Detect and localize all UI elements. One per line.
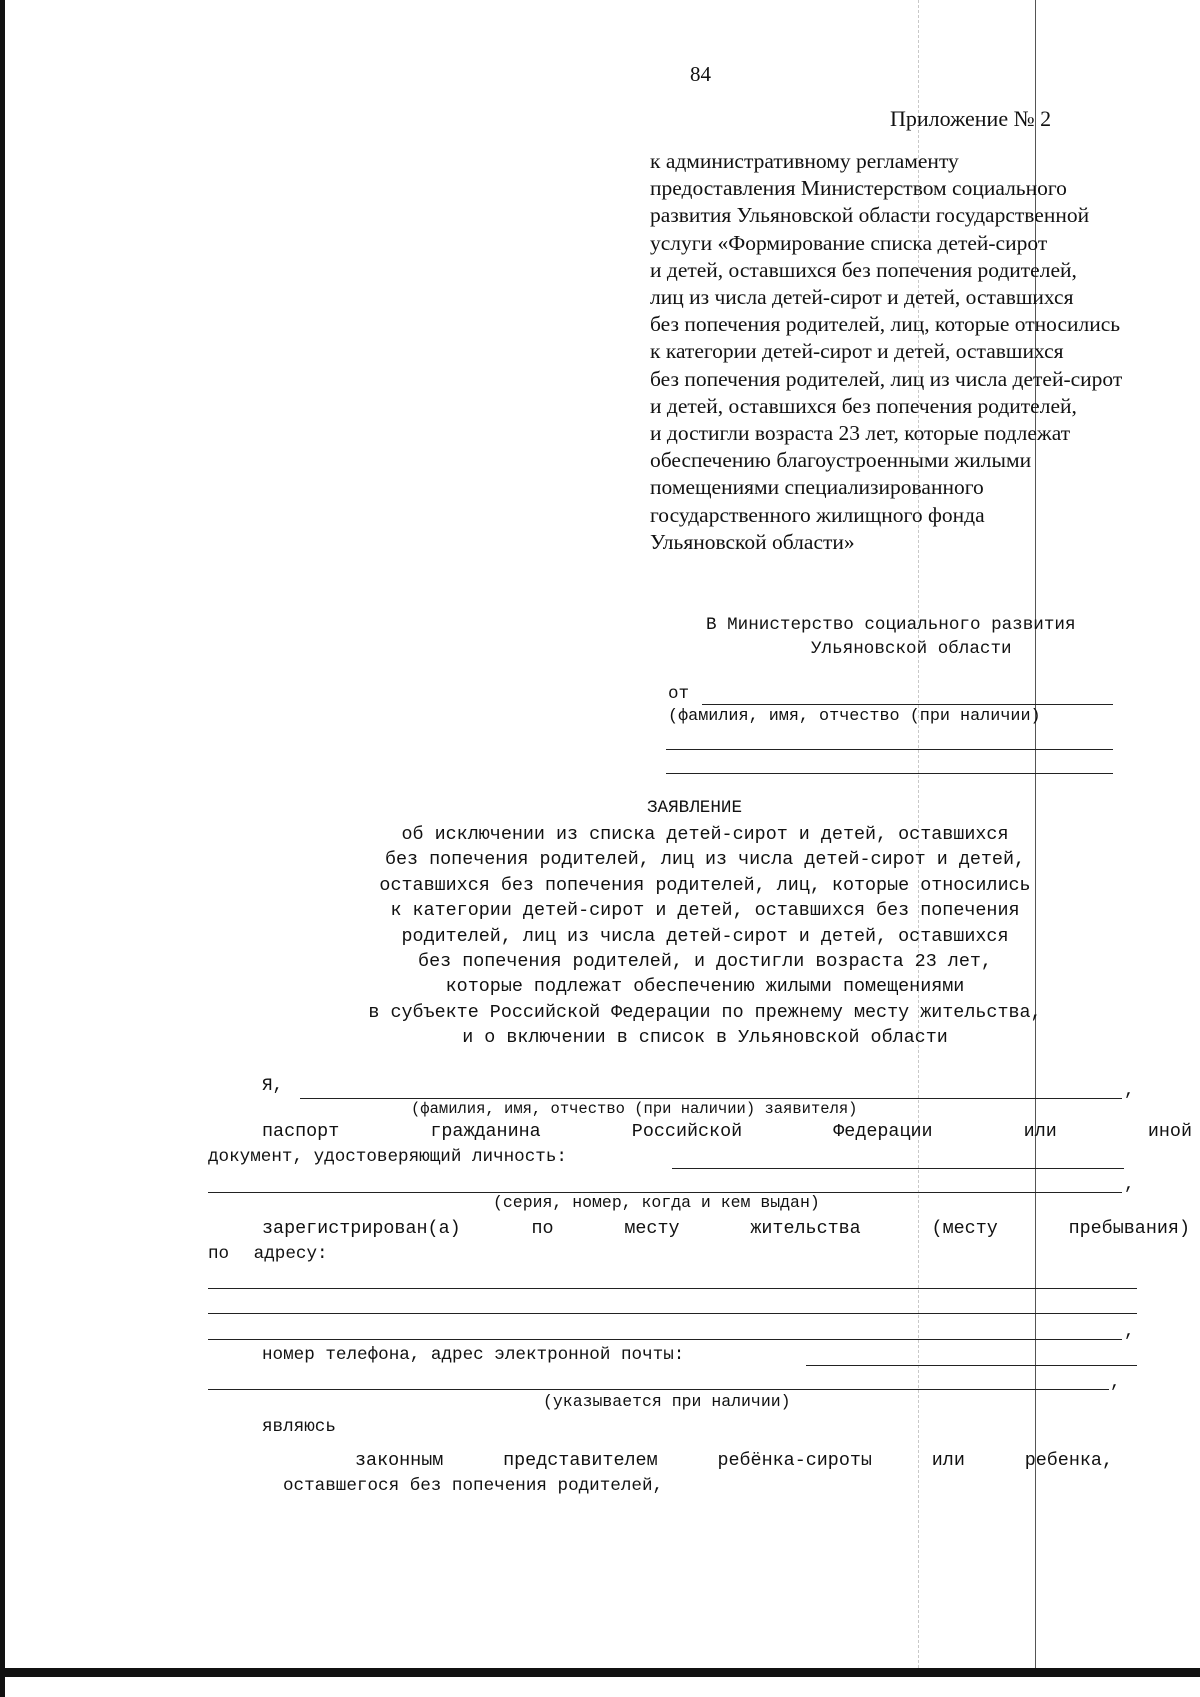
regulation-reference <box>650 148 1195 556</box>
regulation-line: и детей, оставшихся без попечения родителей, <box>650 393 1077 418</box>
sender-details-field[interactable] <box>666 749 1113 750</box>
passport-word: или <box>1023 1121 1057 1142</box>
passport-word: паспорт <box>262 1121 340 1142</box>
regulation-line: предоставления Министерством социального <box>650 176 1067 201</box>
from-label: от <box>668 684 690 704</box>
statement-subject-line: которые подлежат обеспечению жилыми помещениями <box>445 976 965 998</box>
registration-word: пребывания) <box>1068 1218 1190 1239</box>
statement-heading: ЗАЯВЛЕНИЕ <box>647 798 743 818</box>
registration-word: месту <box>624 1218 680 1239</box>
sender-name-hint: (фамилия, имя, отчество (при наличии) <box>668 707 1041 726</box>
comma: , <box>1124 1081 1135 1101</box>
regulation-line: лиц из числа детей-сирот и детей, оставшихся <box>650 285 1074 310</box>
scan-border-left <box>0 0 5 1697</box>
identity-document-field[interactable] <box>672 1168 1124 1169</box>
representative-word: законным <box>355 1450 444 1471</box>
regulation-line: услуги «Формирование списка детей-сирот <box>650 230 1048 255</box>
contact-label: номер телефона, адрес электронной почты: <box>262 1345 685 1365</box>
passport-hint: (серия, номер, когда и кем выдан) <box>493 1193 820 1212</box>
registration-line <box>262 1218 1190 1240</box>
comma: , <box>1110 1373 1121 1393</box>
scan-border-bottom <box>0 1668 1200 1677</box>
comma: , <box>1124 1322 1135 1342</box>
regulation-line: к административному регламенту <box>650 149 959 173</box>
regulation-line: развития Ульяновской области государственной <box>650 203 1090 228</box>
passport-word: Российской <box>631 1121 743 1142</box>
statement-subject-line: в субъекте Российской Федерации по прежнему месту жительства, <box>368 1001 1042 1023</box>
passport-word: Федерации <box>833 1121 933 1142</box>
statement-subject <box>200 822 1200 1051</box>
address-label: по адресу: <box>208 1244 328 1264</box>
page-number: 84 <box>690 62 711 86</box>
registration-word: по <box>531 1218 554 1239</box>
contact-hint: (указывается при наличии) <box>543 1392 791 1411</box>
sender-name-field[interactable] <box>702 704 1113 705</box>
representative-word: ребёнка-сироты <box>717 1450 872 1471</box>
being-label: являюсь <box>262 1417 336 1437</box>
statement-subject-line: родителей, лиц из числа детей-сирот и детей, оставшихся <box>401 925 1009 947</box>
passport-word: гражданина <box>430 1121 541 1142</box>
regulation-line: обеспечению благоустроенными жилыми <box>650 448 1032 473</box>
sender-details-field[interactable] <box>666 773 1113 774</box>
statement-subject-line: и о включении в список в Ульяновской области <box>462 1027 948 1049</box>
statement-subject-line: к категории детей-сирот и детей, оставшихся без попечения <box>390 900 1020 922</box>
representative-word: представителем <box>503 1450 658 1471</box>
registration-word: зарегистрирован(а) <box>262 1218 461 1239</box>
statement-subject-line: оставшихся без попечения родителей, лиц, которые относились <box>379 874 1031 896</box>
representative-word: или <box>931 1450 965 1471</box>
regulation-line: помещениями специализированного <box>650 475 984 500</box>
passport-line <box>262 1121 1192 1143</box>
regulation-line: Ульяновской области» <box>650 529 855 554</box>
representative-word: ребенка, <box>1024 1450 1113 1471</box>
addressee-line: Ульяновской области <box>811 639 1012 659</box>
regulation-line: и детей, оставшихся без попечения родителей, <box>650 257 1077 282</box>
identity-document-label: документ, удостоверяющий личность: <box>208 1147 567 1167</box>
regulation-line: и достигли возраста 23 лет, которые подлежат <box>650 421 1071 446</box>
i-label: Я, <box>262 1076 284 1096</box>
appendix-title: Приложение № 2 <box>890 106 1052 131</box>
comma: , <box>1124 1175 1135 1195</box>
regulation-line: к категории детей-сирот и детей, оставшихся <box>650 339 1064 364</box>
regulation-line: без попечения родителей, лиц из числа детей-сирот <box>650 366 1123 391</box>
contact-field[interactable] <box>806 1365 1137 1366</box>
regulation-line: государственного жилищного фонда <box>650 502 985 527</box>
address-field[interactable] <box>208 1288 1137 1289</box>
address-field[interactable] <box>208 1313 1137 1314</box>
applicant-name-hint: (фамилия, имя, отчество (при наличии) заявителя) <box>411 1100 858 1118</box>
passport-word: иной <box>1147 1121 1192 1142</box>
representative-line-2: оставшегося без попечения родителей, <box>283 1476 664 1496</box>
regulation-line: без попечения родителей, лиц, которые относились <box>650 312 1121 337</box>
registration-word: (месту <box>931 1218 998 1239</box>
addressee-line: В Министерство социального развития <box>706 615 1076 635</box>
applicant-name-field[interactable] <box>300 1098 1122 1099</box>
address-field[interactable] <box>208 1339 1122 1340</box>
representative-line <box>355 1450 1113 1472</box>
statement-subject-line: без попечения родителей, лиц из числа детей-сирот и детей, <box>384 849 1026 871</box>
registration-word: жительства <box>750 1218 861 1239</box>
contact-field[interactable] <box>208 1389 1109 1390</box>
statement-subject-line: без попечения родителей, и достигли возраста 23 лет, <box>418 951 992 973</box>
statement-subject-line: об исключении из списка детей-сирот и детей, оставшихся <box>401 824 1009 845</box>
